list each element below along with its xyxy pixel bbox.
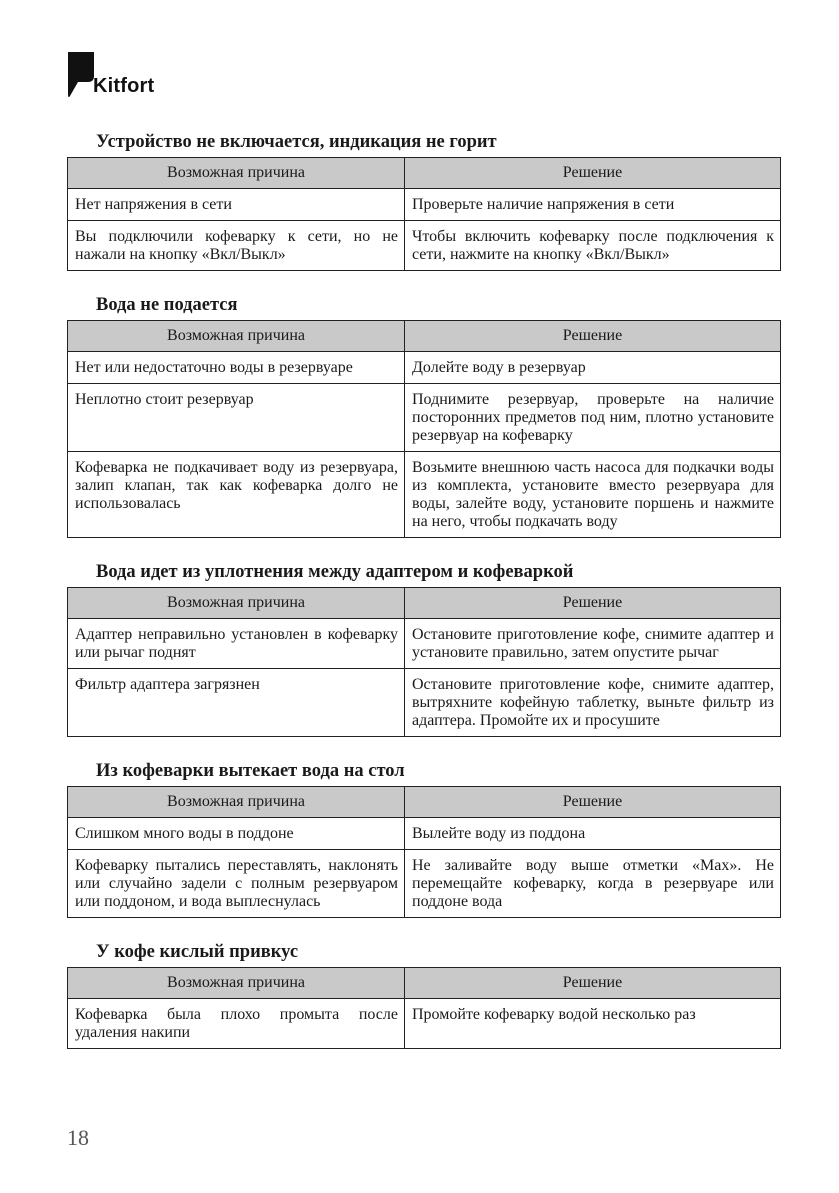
- section-title: Устройство не включается, индикация не горит: [96, 132, 497, 152]
- section-title: У кофе кислый привкус: [96, 942, 299, 962]
- cause-cell: Нет напряжения в сети: [68, 189, 405, 221]
- troubleshooting-table: [67, 587, 781, 737]
- table-row: [68, 619, 781, 669]
- column-header-cause: Возможная причина: [68, 787, 405, 818]
- solution-cell: Долейте воду в резервуар: [405, 352, 781, 384]
- table-row: [68, 352, 781, 384]
- kitfort-logo-icon: [66, 52, 96, 100]
- table-header-row: [68, 588, 781, 619]
- solution-cell: Остановите приготовление кофе, снимите адаптер, вытряхните кофейную таблетку, выньте фильтр из адаптера. Промойте их и просушите: [405, 669, 781, 737]
- column-header-solution: Решение: [405, 787, 781, 818]
- column-header-solution: Решение: [405, 588, 781, 619]
- section-title: Из кофеварки вытекает вода на стол: [96, 761, 405, 781]
- solution-cell: Поднимите резервуар, проверьте на наличие посторонних предметов под ним, плотно установите резервуар на кофеварку: [405, 384, 781, 452]
- table-row: [68, 850, 781, 918]
- section-title: Вода идет из уплотнения между адаптером и кофеваркой: [96, 562, 574, 582]
- table-header-row: [68, 968, 781, 999]
- table-row: [68, 669, 781, 737]
- table-header-row: [68, 321, 781, 352]
- section-no-water-supply: [67, 293, 780, 538]
- cause-cell: Адаптер неправильно установлен в кофеварку или рычаг поднят: [68, 619, 405, 669]
- cause-cell: Кофеварку пытались переставлять, наклонять или случайно задели с полным резервуаром или поддоном, и вода выплеснулась: [68, 850, 405, 918]
- table-row: [68, 452, 781, 538]
- cause-cell: Фильтр адаптера загрязнен: [68, 669, 405, 737]
- troubleshooting-table: [67, 967, 781, 1049]
- troubleshooting-content: [67, 130, 780, 1071]
- section-title: Вода не подается: [96, 295, 238, 315]
- logo-text: Kitfort: [93, 75, 155, 97]
- cause-cell: Слишком много воды в поддоне: [68, 818, 405, 850]
- solution-cell: Проверьте наличие напряжения в сети: [405, 189, 781, 221]
- solution-cell: Вылейте воду из поддона: [405, 818, 781, 850]
- brand-logo: [66, 52, 176, 102]
- section-water-on-table: [67, 759, 780, 918]
- cause-cell: Кофеварка не подкачивает воду из резервуара, залип клапан, так как кофеварка долго не использовалась: [68, 452, 405, 538]
- cause-cell: Нет или недостаточно воды в резервуаре: [68, 352, 405, 384]
- cause-cell: Кофеварка была плохо промыта после удаления накипи: [68, 999, 405, 1049]
- solution-cell: Не заливайте воду выше отметки «Max». Не перемещайте кофеварку, когда в резервуаре или поддоне вода: [405, 850, 781, 918]
- table-row: [68, 189, 781, 221]
- column-header-cause: Возможная причина: [68, 321, 405, 352]
- table-header-row: [68, 787, 781, 818]
- column-header-solution: Решение: [405, 321, 781, 352]
- table-header-row: [68, 158, 781, 189]
- section-device-not-turning-on: [67, 130, 780, 271]
- troubleshooting-table: [67, 320, 781, 538]
- solution-cell: Промойте кофеварку водой несколько раз: [405, 999, 781, 1049]
- solution-cell: Возьмите внешнюю часть насоса для подкачки воды из комплекта, установите вместо резервуара для воды, залейте воду, установите поршень и нажмите на него, чтобы подкачать воду: [405, 452, 781, 538]
- column-header-solution: Решение: [405, 158, 781, 189]
- cause-cell: Неплотно стоит резервуар: [68, 384, 405, 452]
- table-row: [68, 384, 781, 452]
- cause-cell: Вы подключили кофеварку к сети, но не нажали на кнопку «Вкл/Выкл»: [68, 221, 405, 271]
- page-number: 18: [67, 1125, 89, 1150]
- troubleshooting-table: [67, 157, 781, 271]
- section-leak-adapter-seal: [67, 560, 780, 737]
- column-header-solution: Решение: [405, 968, 781, 999]
- table-row: [68, 999, 781, 1049]
- column-header-cause: Возможная причина: [68, 968, 405, 999]
- troubleshooting-table: [67, 786, 781, 918]
- solution-cell: Остановите приготовление кофе, снимите адаптер и установите правильно, затем опустите рычаг: [405, 619, 781, 669]
- column-header-cause: Возможная причина: [68, 588, 405, 619]
- column-header-cause: Возможная причина: [68, 158, 405, 189]
- table-row: [68, 221, 781, 271]
- solution-cell: Чтобы включить кофеварку после подключения к сети, нажмите на кнопку «Вкл/Выкл»: [405, 221, 781, 271]
- table-row: [68, 818, 781, 850]
- section-sour-taste: [67, 940, 780, 1049]
